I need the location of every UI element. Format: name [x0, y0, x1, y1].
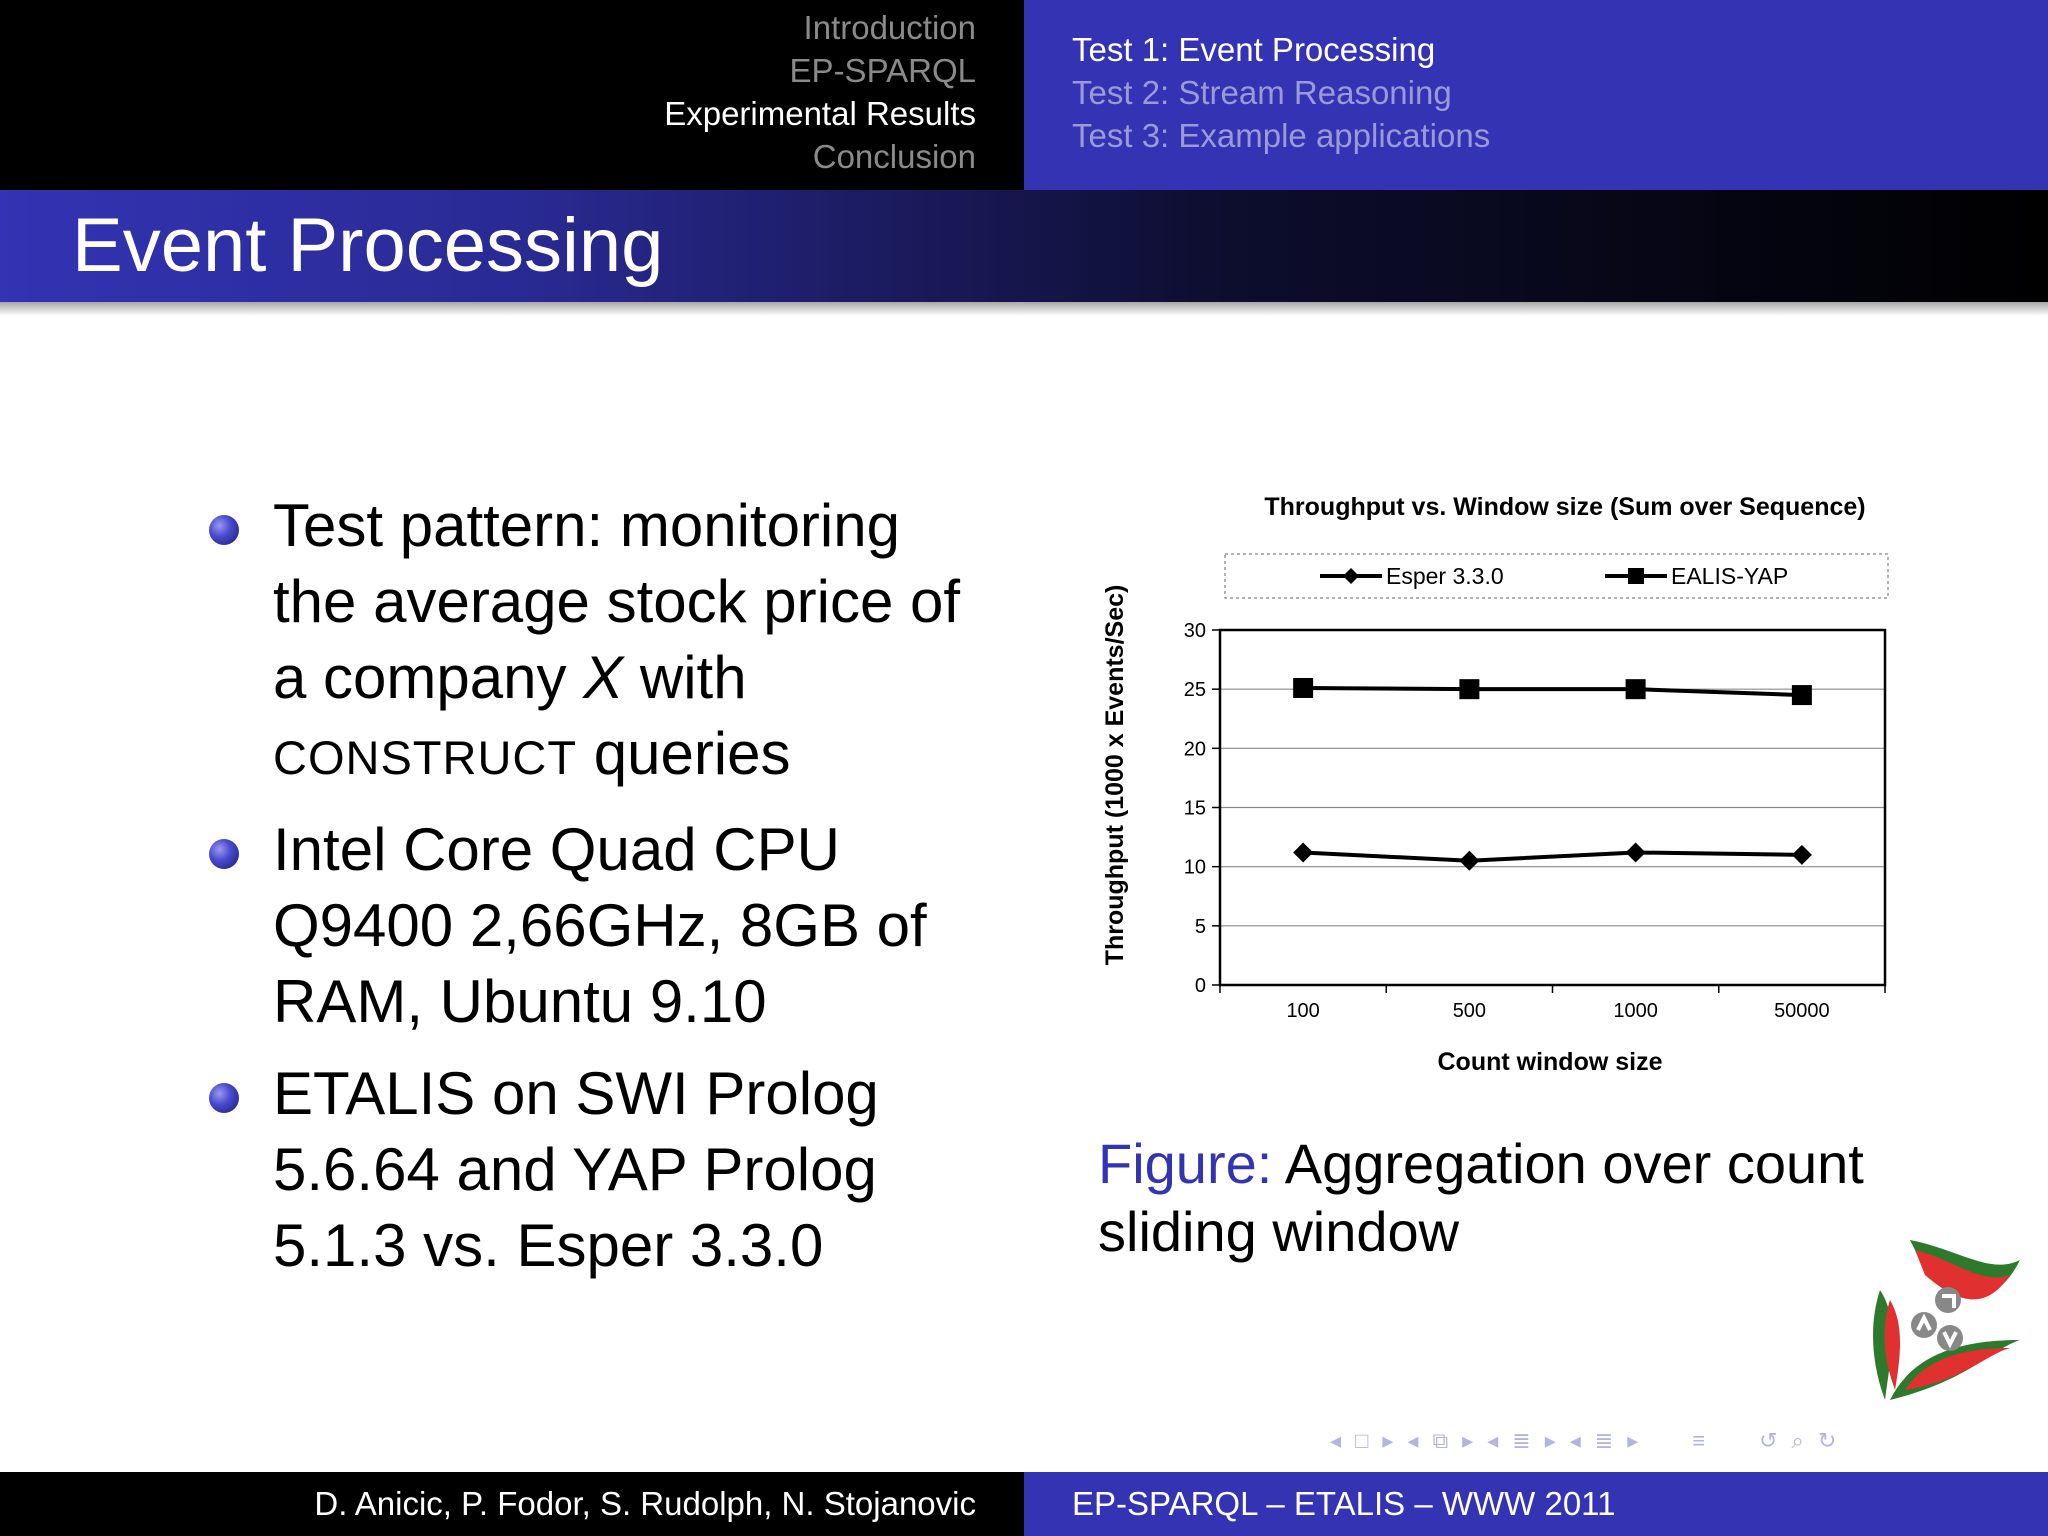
x-axis-label: Count window size [1437, 1048, 1663, 1076]
section-link-conclusion[interactable]: Conclusion [812, 138, 976, 175]
bullet-item-test-pattern [205, 488, 985, 796]
y-tick-label-3: 15 [1183, 797, 1206, 820]
series-line-0 [1303, 852, 1802, 860]
subsection-icon[interactable]: ⧉ [1432, 1428, 1449, 1453]
frame-title-bar [0, 190, 2048, 302]
section-icon[interactable]: ≣ [1512, 1428, 1531, 1453]
bullet-ball-icon [209, 1083, 239, 1113]
bullet-ball-icon [209, 515, 239, 545]
subsection-link-test-2[interactable]: Test 2: Stream Reasoning [1072, 74, 1452, 111]
search-icon[interactable]: ⌕ [1791, 1428, 1804, 1453]
subsection-next-icon[interactable]: ▸ [1462, 1428, 1474, 1453]
footline-authors: D. Anicic, P. Fodor, S. Rudolph, N. Stojanovic [0, 1472, 1024, 1536]
x-tick-label-3: 50000 [1774, 1000, 1830, 1022]
figure-caption-text: Aggregation over count sliding window [1098, 1132, 1864, 1263]
data-point-ealis-2 [1626, 679, 1646, 699]
beamer-navigation-bar [1330, 1426, 2030, 1456]
y-axis-label: Throughput (1000 x Events/Sec) [1101, 584, 1129, 966]
document-icon[interactable]: ≣ [1594, 1428, 1614, 1453]
bullet-keyword: CONSTRUCT [273, 731, 578, 784]
y-tick-label-1: 5 [1194, 915, 1206, 938]
data-point-esper-0 [1293, 842, 1313, 862]
chart-container [1090, 490, 1910, 1090]
subsection-link-test-3[interactable]: Test 3: Example applications [1072, 117, 1491, 154]
legend-label-0: Esper 3.3.0 [1386, 563, 1504, 589]
throughput-chart [1090, 490, 1910, 1090]
etalis-logo [1870, 1230, 2030, 1410]
footline-title: EP-SPARQL – ETALIS – WWW 2011 [1024, 1472, 2048, 1536]
y-tick-label-2: 10 [1183, 856, 1206, 879]
figure-label: Figure: [1098, 1132, 1273, 1195]
x-tick-label-0: 100 [1286, 1000, 1320, 1022]
data-point-ealis-3 [1792, 685, 1812, 705]
document-next-icon[interactable]: ▸ [1627, 1428, 1639, 1453]
data-point-esper-1 [1459, 851, 1479, 871]
subsection-nav [1024, 0, 2048, 190]
bullet-ball-icon [209, 839, 239, 869]
frame-next-icon[interactable]: ▸ [1382, 1428, 1394, 1453]
bullet-text: Intel Core Quad CPU Q9400 2,66GHz, 8GB of RAM, Ubuntu 9.10 [273, 816, 927, 1035]
frame-title: Event Processing [72, 203, 664, 288]
legend-marker-diamond [1343, 568, 1359, 584]
undo-icon[interactable]: ↺ [1759, 1428, 1778, 1453]
data-point-ealis-0 [1293, 678, 1313, 698]
legend-marker-square [1628, 568, 1644, 584]
data-point-esper-2 [1626, 842, 1646, 862]
bullet-item-software [205, 1056, 985, 1284]
headline-bar [0, 0, 2048, 190]
subsection-link-test-1[interactable]: Test 1: Event Processing [1072, 31, 1436, 68]
frame-title-shadow [0, 302, 2048, 316]
bullet-text: queries [577, 720, 791, 787]
section-link-introduction[interactable]: Introduction [803, 9, 976, 46]
subsection-prev-icon[interactable]: ◂ [1407, 1428, 1419, 1453]
figure-caption [1098, 1130, 1958, 1266]
y-tick-label-4: 20 [1183, 738, 1206, 761]
x-tick-label-2: 1000 [1613, 1000, 1658, 1022]
bullet-item-hardware [205, 812, 985, 1040]
x-tick-label-1: 500 [1452, 1000, 1487, 1022]
section-next-icon[interactable]: ▸ [1544, 1428, 1556, 1453]
bullet-text: ETALIS on SWI Prolog 5.6.64 and YAP Prolog 5.1.3 vs. Esper 3.3.0 [273, 1060, 879, 1279]
bullet-variable: X [583, 644, 624, 711]
redo-icon[interactable]: ↻ [1817, 1428, 1837, 1453]
chart-title: Throughput vs. Window size (Sum over Sequence) [1264, 493, 1866, 521]
section-prev-icon[interactable]: ◂ [1487, 1428, 1499, 1453]
data-point-esper-3 [1792, 845, 1812, 865]
frame-prev-icon[interactable]: ◂ [1330, 1428, 1342, 1453]
section-link-ep-sparql[interactable]: EP-SPARQL [789, 52, 976, 89]
table-of-contents-icon[interactable]: ≡ [1692, 1428, 1706, 1453]
bullet-list [205, 488, 985, 1300]
legend-label-1: EALIS-YAP [1671, 563, 1789, 589]
data-point-ealis-1 [1459, 679, 1479, 699]
document-prev-icon[interactable]: ◂ [1569, 1428, 1581, 1453]
y-tick-label-0: 0 [1194, 975, 1206, 997]
y-tick-label-5: 25 [1183, 679, 1206, 702]
bullet-text: Test pattern: monitoring the average stock price of a company [273, 492, 961, 711]
section-nav [0, 0, 1024, 190]
y-tick-label-6: 30 [1183, 620, 1206, 642]
bullet-text: with [623, 644, 747, 711]
footline-bar [0, 1472, 2048, 1536]
section-link-experimental-results[interactable]: Experimental Results [664, 95, 976, 132]
frame-icon[interactable]: □ [1355, 1428, 1369, 1453]
